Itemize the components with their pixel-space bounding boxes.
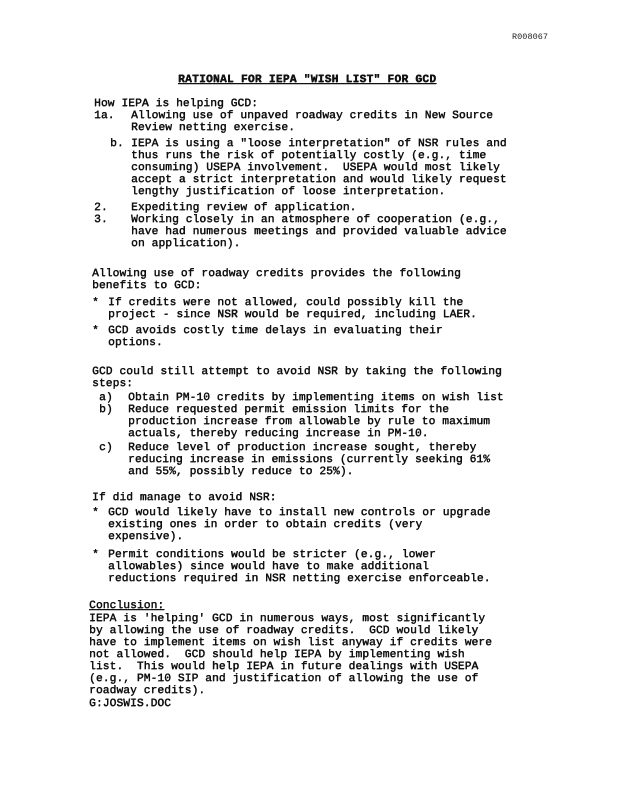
list-item-line: on application).: [131, 238, 241, 250]
list-item-line: and 55%, possibly reduce to 25%).: [128, 466, 354, 478]
list-item-line: accept a strict interpretation and would likely request: [131, 174, 507, 186]
bullet-line: If credits were not allowed, could possibly kill the: [108, 297, 464, 309]
list-marker: c): [99, 442, 113, 454]
bullet-marker: *: [92, 297, 99, 309]
conclusion-line: list. This would help IEPA in future dealings with USEPA: [89, 661, 479, 673]
list-item-line: Expediting review of application.: [131, 202, 357, 214]
bullet-line: existing ones in order to obtain credits (very: [108, 519, 423, 531]
bullet-marker: *: [92, 507, 99, 519]
list-item-line: lengthy justification of loose interpretation.: [131, 186, 446, 198]
list-item-line: have had numerous meetings and provided valuable advice: [131, 226, 507, 238]
list-item-line: thus runs the risk of potentially costly (e.g., time: [131, 150, 487, 162]
list-item-line: Reduce requested permit emission limits for the: [128, 404, 449, 416]
bullet-marker: *: [92, 325, 99, 337]
conclusion-line: by allowing the use of roadway credits. GCD would likely: [89, 625, 479, 637]
list-item-line: IEPA is using a "loose interpretation" of NSR rules and: [131, 138, 507, 150]
list-item-line: Review netting exercise.: [131, 122, 295, 134]
bullet-line: expensive).: [108, 531, 184, 543]
conclusion-line: have to implement items on wish list anyway if credits were: [89, 637, 492, 649]
bullet-line: GCD avoids costly time delays in evaluating their: [108, 325, 443, 337]
bullet-line: Permit conditions would be stricter (e.g., lower: [108, 549, 436, 561]
list-item-line: Working closely in an atmosphere of cooperation (e.g.,: [131, 214, 500, 226]
paragraph-line: benefits to GCD:: [92, 280, 202, 292]
list-marker: 3.: [94, 214, 108, 226]
list-marker: b): [99, 404, 113, 416]
bullet-line: reductions required in NSR netting exercise enforceable.: [108, 573, 491, 585]
list-marker: 1a.: [94, 110, 115, 122]
list-marker: 2.: [94, 202, 108, 214]
footer-filename: G:JOSWIS.DOC: [89, 698, 171, 710]
paragraph-line: GCD could still attempt to avoid NSR by taking the following: [92, 366, 502, 378]
list-marker: b.: [110, 138, 124, 150]
list-item-line: Reduce level of production increase sought, thereby: [128, 442, 477, 454]
list-item-line: production increase from allowable by rule to maximum: [128, 416, 490, 428]
paragraph-line: steps:: [92, 378, 133, 390]
list-item-line: actuals, thereby reducing increase in PM-10.: [128, 428, 429, 440]
paragraph-line: Allowing use of roadway credits provides the following: [92, 268, 461, 280]
bullet-line: allowables) since would have to make additional: [108, 561, 429, 573]
document-title: RATIONAL FOR IEPA "WISH LIST" FOR GCD: [178, 74, 437, 86]
list-item-line: Allowing use of unpaved roadway credits in New Source: [131, 110, 493, 122]
bullet-line: project - since NSR would be required, including LAER.: [108, 309, 477, 321]
section-heading-ifdid: If did manage to avoid NSR:: [92, 492, 277, 504]
list-item-line: reducing increase in emissions (currently seeking 61%: [128, 454, 490, 466]
bullet-line: GCD would likely have to install new controls or upgrade: [108, 507, 491, 519]
list-item-line: consuming) USEPA involvement. USEPA would most likely: [131, 162, 500, 174]
list-marker: a): [99, 392, 113, 404]
section-heading-how: How IEPA is helping GCD:: [94, 98, 258, 110]
conclusion-line: IEPA is 'helping' GCD in numerous ways, most significantly: [89, 613, 486, 625]
conclusion-line: not allowed. GCD should help IEPA by implementing wish: [89, 649, 465, 661]
conclusion-line: (e.g., PM-10 SIP and justification of allowing the use of: [89, 673, 479, 685]
bullet-marker: *: [92, 549, 99, 561]
document-id: R008067: [512, 32, 549, 42]
bullet-line: options.: [108, 337, 163, 349]
conclusion-heading: Conclusion:: [89, 600, 165, 612]
list-item-line: Obtain PM-10 credits by implementing items on wish list: [128, 392, 504, 404]
conclusion-line: roadway credits).: [89, 685, 206, 697]
